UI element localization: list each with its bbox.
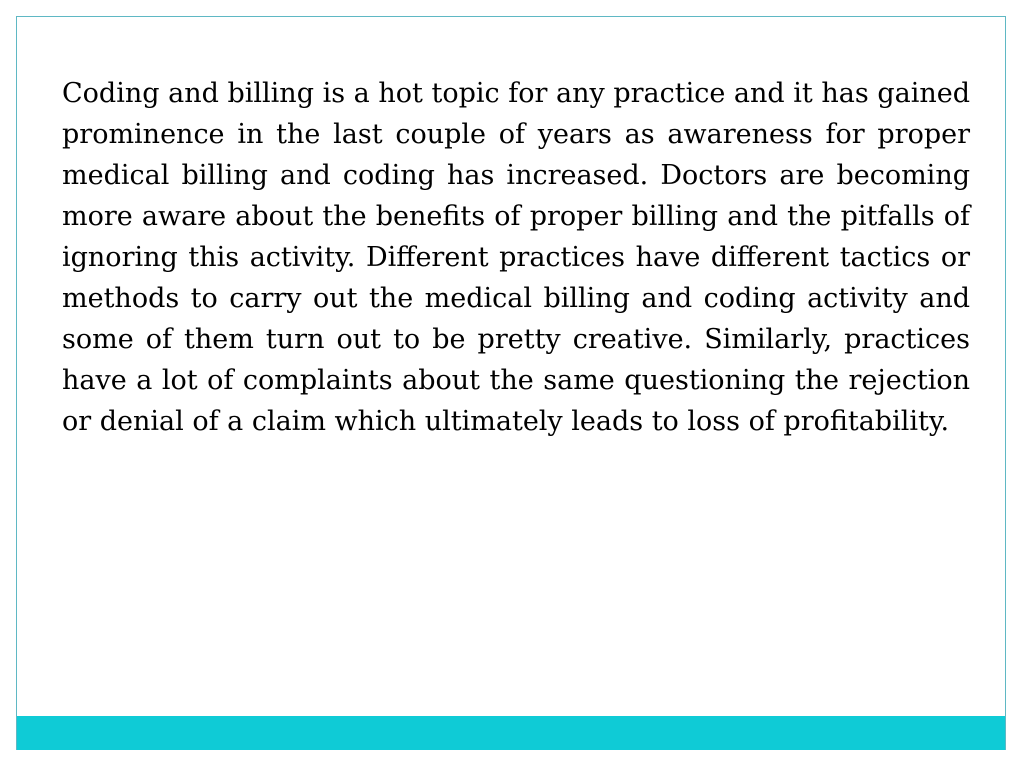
slide-body-paragraph: Coding and billing is a hot topic for any practice and it has gained prominence in the last couple of years as awareness for proper medical billing and coding has increased. Doctors are becoming more aware about the benefits of proper billing and the pitfalls of ignoring this activity. Different practices have different tactics or methods to carry out the medical billing and coding activity and some of them turn out to be pretty creative. Similarly, practices have a lot of complaints about the same questioning the rejection or denial of a claim which ultimately leads to loss of profitability. <box>62 78 970 437</box>
slide-bottom-accent-bar <box>17 716 1005 750</box>
